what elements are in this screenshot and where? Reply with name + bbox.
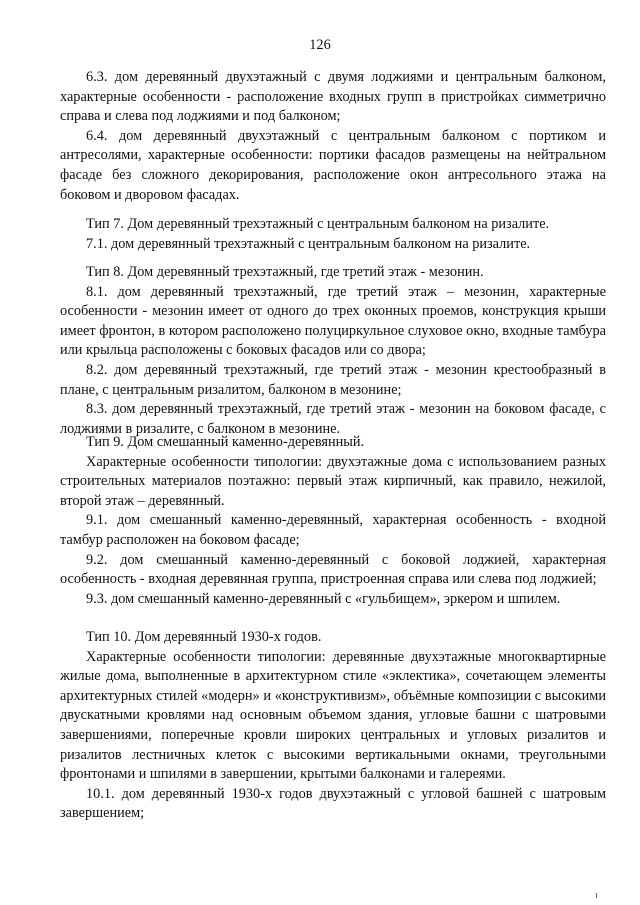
paragraph-8-3: 8.3. дом деревянный трехэтажный, где третий этаж - мезонин на боковом фасаде, с лоджиями в ризалите, с балконом в мезонине. — [60, 401, 606, 437]
paragraph-8-1: 8.1. дом деревянный трехэтажный, где третий этаж – мезонин, характерные особенности - мезонин имеет от одного до трех оконных проемов, конструкция крыши имеет фронтон, в котором расположено полуциркульное слуховое окно, входные тамбура или крыльца расположены с боковых фасадов или со двора; — [60, 283, 606, 359]
paragraph-10-1: 10.1. дом деревянный 1930-х годов двухэтажный с угловой башней с шатровым завершением; — [60, 785, 606, 822]
paragraph-10-features: Характерные особенности типологии: деревянные двухэтажные многоквартирные жилые дома, выполненные в архитектурном стиле «эклектика», сочетающем элементы архитектурных стилей «модерн» и «конструктивизм», объёмные композиции с высокими двускатными кровлями над основным объемом здания, угловые башни с шатровыми завершениями, поперечные кровли широких центральных и угловых ризалитов и ризалитов лестничных клеток с высокими вертикальными окнами, треугольными фронтонами и шпилями в завершении, крытыми балконами и галереями. — [60, 648, 606, 783]
heading-type-10: Тип 10. Дом деревянный 1930-х годов. — [86, 629, 322, 645]
paragraph-6-3: 6.3. дом деревянный двухэтажный с двумя лоджиями и центральным балконом, характерные особенности - расположение входных групп в пристройках симметрично справа и слева под лоджиями и под балконом; — [60, 69, 606, 125]
section-type-7 — [60, 215, 606, 254]
heading-type-8: Тип 8. Дом деревянный трехэтажный, где третий этаж - мезонин. — [86, 264, 484, 280]
section-type-8 — [60, 263, 606, 439]
page-edge-mark — [596, 893, 597, 898]
paragraph-9-1: 9.1. дом смешанный каменно-деревянный, характерная особенность - входной тамбур расположен на боковом фасаде; — [60, 512, 606, 548]
paragraph-9-features: Характерные особенности типологии: двухэтажные дома с использованием разных строительных материалов поэтажно: первый этаж кирпичный, как правило, нежилой, второй этаж – деревянный. — [60, 453, 606, 509]
heading-type-7: Тип 7. Дом деревянный трехэтажный с центральным балконом на ризалите. — [86, 216, 550, 232]
section-type-9 — [60, 433, 606, 609]
section-type-6 — [60, 68, 606, 205]
heading-type-9: Тип 9. Дом смешанный каменно-деревянный. — [86, 434, 365, 450]
paragraph-9-2: 9.2. дом смешанный каменно-деревянный с боковой лоджией, характерная особенность - входная деревянная группа, пристроенная справа или слева под лоджией; — [60, 551, 606, 588]
page-number: 126 — [309, 37, 331, 53]
paragraph-8-2: 8.2. дом деревянный трехэтажный, где третий этаж - мезонин крестообразный в плане, с центральным ризалитом, балконом в мезонине; — [60, 361, 606, 398]
section-type-10 — [60, 628, 606, 824]
paragraph-7-1: 7.1. дом деревянный трехэтажный с центральным балконом на ризалите. — [86, 235, 531, 252]
paragraph-9-3: 9.3. дом смешанный каменно-деревянный с «гульбищем», эркером и шпилем. — [86, 590, 561, 607]
paragraph-6-4: 6.4. дом деревянный двухэтажный с центральным балконом с портиком и антресолями, характерные особенности: портики фасадов размещены на нейтральном фасаде без сложного декорирования, расположение окон антресольного этажа на боковом и дворовом фасадах. — [60, 127, 606, 203]
